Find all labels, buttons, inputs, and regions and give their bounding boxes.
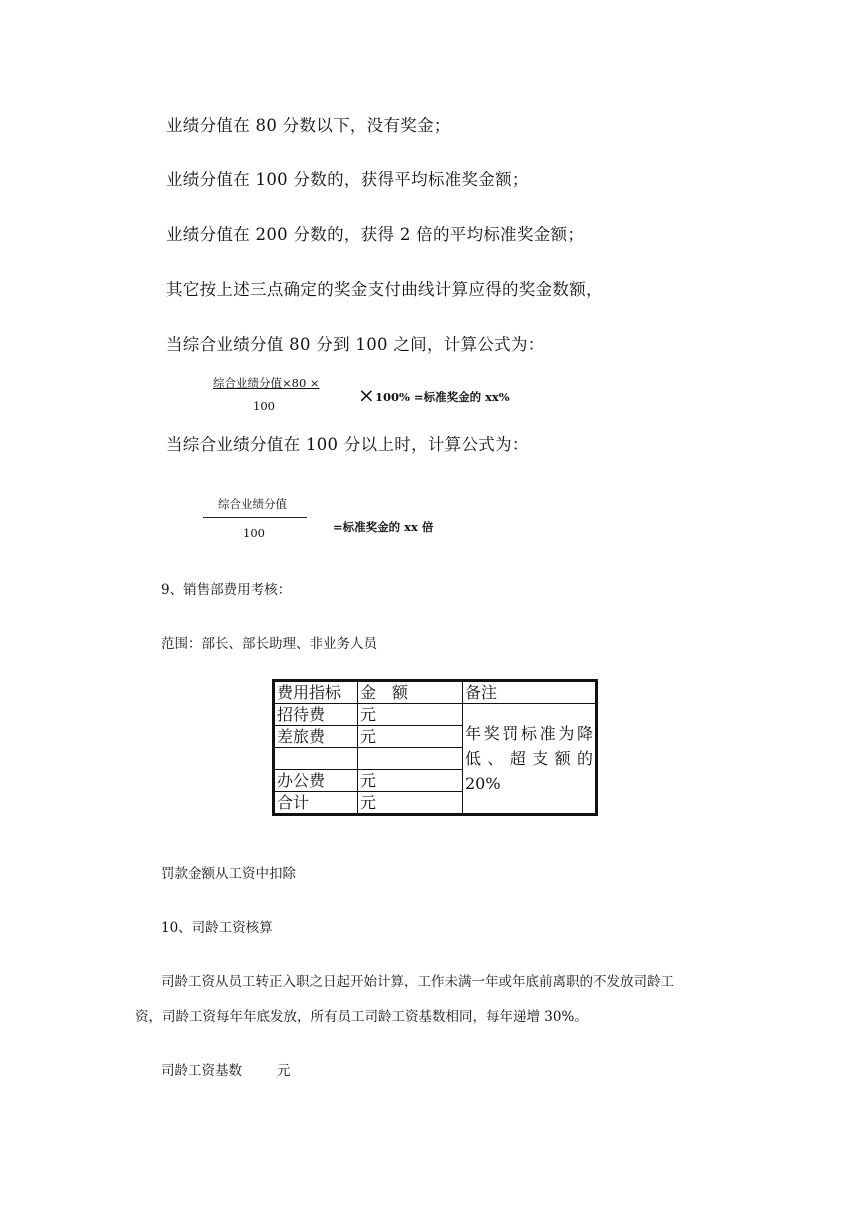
section-10-para-line-2: 资，司龄工资每年年底发放，所有员工司龄工资基数相同，每年递增 30%。 — [135, 1009, 588, 1025]
rule-line-6: 当综合业绩分值在 100 分以上时，计算公式为： — [166, 435, 529, 454]
table-cell: 元 — [358, 704, 463, 726]
rule-line-3: 业绩分值在 200 分数的，获得 2 倍的平均标准奖金额； — [166, 225, 585, 244]
table-row — [274, 704, 597, 726]
section-9-heading: 9、销售部费用考核： — [161, 582, 292, 598]
table-cell: 办公费 — [274, 770, 358, 792]
fraction-bar — [203, 517, 307, 518]
seniority-base-label: 司龄工资基数 — [161, 1063, 242, 1079]
formula-1-denominator: 100 — [253, 399, 275, 413]
section-10-para-line-1: 司龄工资从员工转正入职之日起开始计算，工作未满一年或年底前离职的不发放司龄工 — [161, 974, 674, 990]
formula-1-times: × — [358, 383, 375, 407]
table-cell — [274, 748, 358, 770]
penalty-note: 罚款金额从工资中扣除 — [161, 866, 296, 882]
table-cell: 元 — [358, 792, 463, 815]
rule-line-2: 业绩分值在 100 分数的，获得平均标准奖金额； — [166, 170, 529, 189]
table-cell — [358, 748, 463, 770]
seniority-base-unit: 元 — [277, 1063, 291, 1079]
formula-2-result: =标准奖金的 xx 倍 — [333, 520, 434, 534]
header-cell: 费用指标 — [274, 681, 358, 704]
rule-line-1: 业绩分值在 80 分数以下，没有奖金； — [166, 116, 451, 135]
table-cell: 元 — [358, 770, 463, 792]
table-cell: 元 — [358, 726, 463, 748]
expense-table — [272, 679, 598, 816]
formula-2-numerator: 综合业绩分值 — [218, 497, 287, 511]
table-header-row — [274, 681, 597, 704]
note-cell: 年奖罚标准为降低、超支额的 20% — [463, 704, 597, 815]
table-cell: 差旅费 — [274, 726, 358, 748]
section-10-heading: 10、司龄工资核算 — [161, 920, 273, 936]
rule-line-4: 其它按上述三点确定的奖金支付曲线计算应得的奖金数额， — [166, 280, 603, 299]
header-cell: 备注 — [463, 681, 597, 704]
table-cell: 合计 — [274, 792, 358, 815]
formula-2-denominator: 100 — [243, 526, 265, 540]
formula-1-numerator: 综合业绩分值×80 × — [213, 376, 320, 390]
formula-1-result: 100% =标准奖金的 xx% — [375, 390, 510, 404]
table-cell: 招待费 — [274, 704, 358, 726]
section-9-scope: 范围：部长、部长助理、非业务人员 — [161, 636, 377, 652]
rule-line-5: 当综合业绩分值 80 分到 100 之间，计算公式为： — [166, 335, 545, 354]
header-cell: 金 额 — [358, 681, 463, 704]
